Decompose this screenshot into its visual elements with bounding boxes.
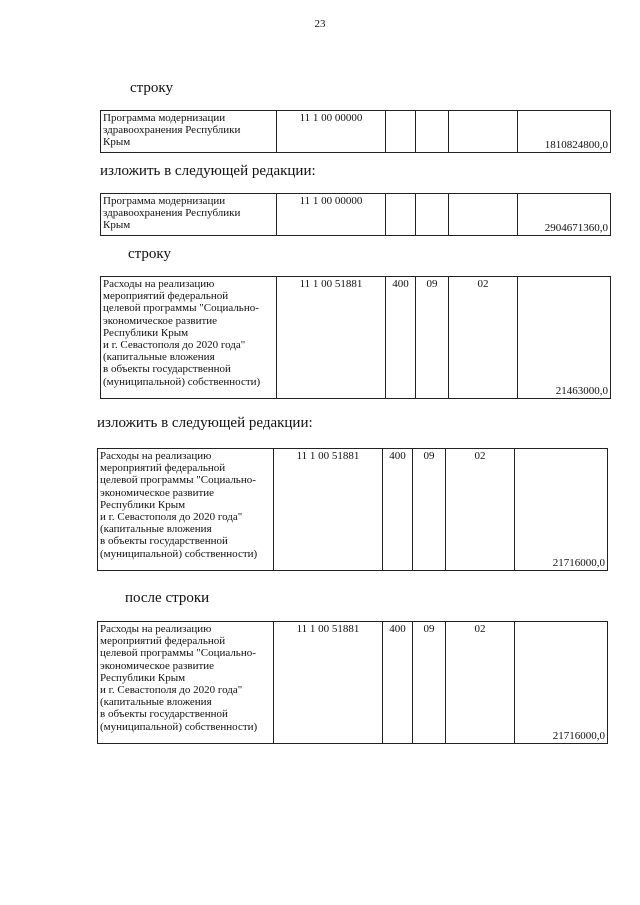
row-3-name-line: мероприятий федеральной (103, 290, 229, 303)
row-2-vr-cell (386, 194, 416, 236)
row-5-name-line: (капитальные вложения (100, 696, 212, 709)
row-3-rz-cell: 09 (416, 277, 449, 399)
table-row-2 (100, 193, 611, 236)
row-1-name-cell (101, 111, 277, 153)
heading-stroku-1: строку (130, 80, 173, 96)
row-4-name-line: Республики Крым (100, 498, 186, 511)
row-4-name-line: целевой программы "Социально- (100, 474, 256, 487)
row-3-vr-cell: 400 (386, 277, 416, 399)
row-3-name-line: Расходы на реализацию (103, 278, 215, 290)
row-4-name-cell (98, 449, 274, 571)
row-5-amount-cell: 21716000,0 (515, 622, 608, 744)
row-1-code-cell: 11 1 00 00000 (277, 111, 386, 153)
heading-izlozhit-1: изложить в следующей редакции: (100, 163, 316, 179)
row-2-pr-cell (449, 194, 518, 236)
row-4-name-line: мероприятий федеральной (100, 462, 226, 475)
row-1-name-line: здравоохранения Республики (103, 124, 241, 137)
table-row-3 (100, 276, 611, 399)
row-3-name-line: целевой программы "Социально- (103, 302, 259, 315)
row-5-name-line: (муниципальной) собственности) (100, 720, 258, 733)
row-2-name-line: здравоохранения Республики (103, 207, 241, 220)
table-row-1 (100, 110, 611, 153)
row-4-rz-cell: 09 (413, 449, 446, 571)
row-3-name-line: Республики Крым (103, 326, 189, 339)
row-4-pr-cell: 02 (446, 449, 515, 571)
row-1-vr-cell (386, 111, 416, 153)
heading-izlozhit-2: изложить в следующей редакции: (97, 415, 313, 431)
row-4-name-line: экономическое развитие (100, 486, 215, 499)
heading-stroku-2: строку (128, 246, 171, 262)
row-3-name-line: (муниципальной) собственности) (103, 375, 261, 388)
row-3-name-cell (101, 277, 277, 399)
row-5-name-line: Расходы на реализацию (100, 623, 212, 635)
row-1-pr-cell (449, 111, 518, 153)
row-3-amount-cell: 21463000,0 (518, 277, 611, 399)
row-3-pr-cell: 02 (449, 277, 518, 399)
row-1-name-line: Программа модернизации (103, 112, 226, 124)
row-4-name-line: и г. Севастополя до 2020 года" (100, 511, 243, 524)
heading-posle-stroki: после строки (125, 590, 210, 606)
row-2-name-line: Крым (103, 219, 131, 232)
row-4-vr-cell: 400 (383, 449, 413, 571)
row-5-vr-cell: 400 (383, 622, 413, 744)
row-5-code-cell: 11 1 00 51881 (274, 622, 383, 744)
row-5-name-line: экономическое развитие (100, 659, 215, 672)
row-3-code-cell: 11 1 00 51881 (277, 277, 386, 399)
row-5-name-line: Республики Крым (100, 671, 186, 684)
row-4-name-line: (муниципальной) собственности) (100, 547, 258, 560)
row-2-amount-cell: 2904671360,0 (518, 194, 611, 236)
row-4-amount-cell: 21716000,0 (515, 449, 608, 571)
row-5-pr-cell: 02 (446, 622, 515, 744)
table-row-5 (97, 621, 608, 744)
page-number: 23 (314, 18, 326, 30)
row-5-name-line: мероприятий федеральной (100, 635, 226, 648)
row-5-name-line: и г. Севастополя до 2020 года" (100, 684, 243, 697)
row-5-name-line: в объекты государственной (100, 708, 228, 721)
table-row-4 (97, 448, 608, 571)
row-2-name-line: Программа модернизации (103, 195, 226, 207)
row-4-name-line: Расходы на реализацию (100, 450, 212, 462)
row-1-amount-cell: 1810824800,0 (518, 111, 611, 153)
row-2-name-cell (101, 194, 277, 236)
row-5-rz-cell: 09 (413, 622, 446, 744)
row-2-rz-cell (416, 194, 449, 236)
row-5-name-line: целевой программы "Социально- (100, 647, 256, 660)
row-4-name-line: в объекты государственной (100, 535, 228, 548)
row-1-name-line: Крым (103, 136, 131, 149)
row-3-name-line: и г. Севастополя до 2020 года" (103, 339, 246, 352)
row-4-code-cell: 11 1 00 51881 (274, 449, 383, 571)
row-2-code-cell: 11 1 00 00000 (277, 194, 386, 236)
row-3-name-line: (капитальные вложения (103, 351, 215, 364)
row-4-name-line: (капитальные вложения (100, 523, 212, 536)
row-5-name-cell (98, 622, 274, 744)
row-3-name-line: экономическое развитие (103, 314, 218, 327)
row-1-rz-cell (416, 111, 449, 153)
row-3-name-line: в объекты государственной (103, 363, 231, 376)
